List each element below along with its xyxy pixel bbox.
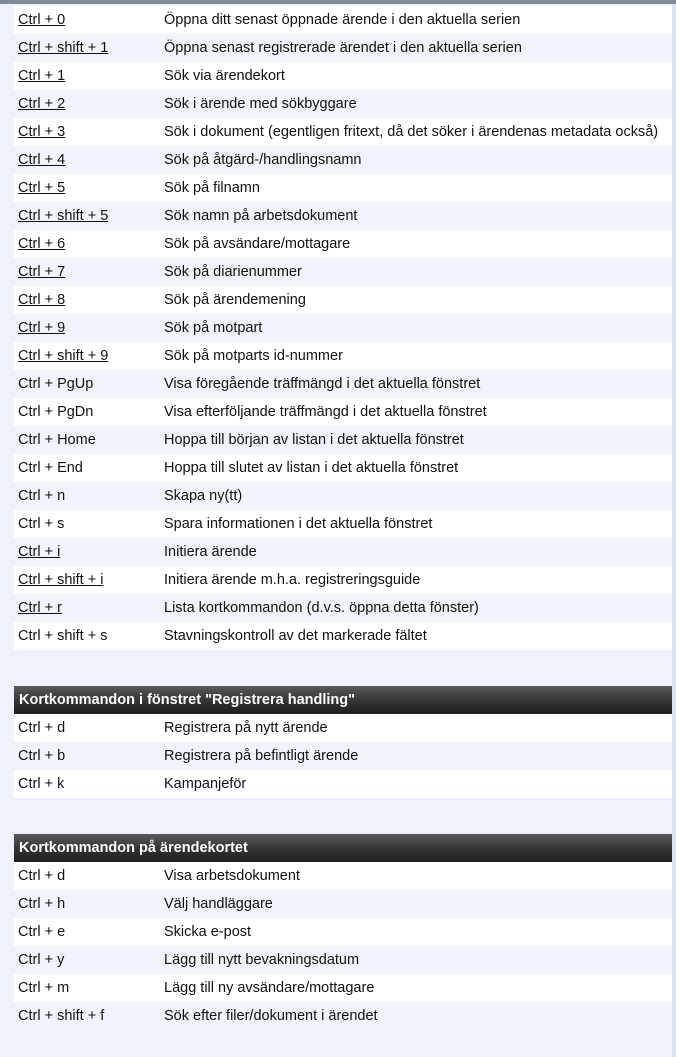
shortcut-key-link[interactable]: Ctrl + shift + 9	[18, 348, 109, 364]
table-row	[14, 742, 672, 770]
shortcut-description: Lista kortkommandon (d.v.s. öppna detta fönster)	[164, 600, 479, 616]
general-shortcuts-table	[14, 6, 672, 650]
table-row	[14, 862, 672, 890]
shortcut-list-page	[14, 6, 672, 1030]
shortcut-key-link[interactable]: Ctrl + 0	[18, 12, 66, 28]
table-row	[14, 62, 672, 90]
table-row	[14, 90, 672, 118]
table-row	[14, 370, 672, 398]
shortcut-description: Skapa ny(tt)	[164, 488, 243, 504]
table-row	[14, 342, 672, 370]
shortcut-key-link[interactable]: Ctrl + 9	[18, 320, 66, 336]
shortcut-key-link[interactable]: Ctrl + 4	[18, 152, 66, 168]
shortcut-description: Registrera på befintligt ärende	[164, 748, 359, 764]
shortcut-description: Lägg till nytt bevakningsdatum	[164, 952, 360, 968]
table-row	[14, 566, 672, 594]
shortcut-description: Sök på åtgärd-/handlingsnamn	[164, 152, 362, 168]
shortcut-key-link[interactable]: Ctrl + shift + i	[18, 572, 104, 588]
shortcut-description: Visa föregående träffmängd i det aktuella fönstret	[164, 376, 481, 392]
shortcut-description: Sök i ärende med sökbyggare	[164, 96, 357, 112]
table-row	[14, 538, 672, 566]
register-section-header: Kortkommandon i fönstret "Registrera handling"	[14, 686, 672, 714]
shortcut-description: Sök på motparts id-nummer	[164, 348, 343, 364]
shortcut-description: Kampanjeför	[164, 776, 247, 792]
shortcut-key-link[interactable]: Ctrl + 1	[18, 68, 66, 84]
shortcut-description: Sök på avsändare/mottagare	[164, 236, 351, 252]
register-shortcuts-table	[14, 714, 672, 798]
shortcut-key: Ctrl + b	[18, 748, 66, 764]
table-row	[14, 918, 672, 946]
shortcut-description: Sök på diarienummer	[164, 264, 302, 280]
shortcut-description: Sök via ärendekort	[164, 68, 285, 84]
shortcut-description: Visa arbetsdokument	[164, 868, 300, 884]
table-row	[14, 510, 672, 538]
table-row	[14, 974, 672, 1002]
shortcut-key: Ctrl + n	[18, 488, 66, 504]
shortcut-key-link[interactable]: Ctrl + 5	[18, 180, 66, 196]
shortcut-description: Hoppa till slutet av listan i det aktuella fönstret	[164, 460, 459, 476]
table-row	[14, 34, 672, 62]
shortcut-key-link[interactable]: Ctrl + r	[18, 600, 62, 616]
case-card-section-header: Kortkommandon på ärendekortet	[14, 834, 672, 862]
shortcut-description: Sök på motpart	[164, 320, 263, 336]
shortcut-description: Spara informationen i det aktuella fönstret	[164, 516, 433, 532]
shortcut-key: Ctrl + d	[18, 720, 66, 736]
shortcut-key: Ctrl + m	[18, 980, 70, 996]
table-row	[14, 258, 672, 286]
shortcut-key: Ctrl + End	[18, 460, 83, 476]
scrollbar-track[interactable]	[672, 4, 676, 1057]
shortcut-key-link[interactable]: Ctrl + shift + 1	[18, 40, 109, 56]
table-row	[14, 770, 672, 798]
table-row	[14, 1002, 672, 1030]
shortcut-description: Stavningskontroll av det markerade fältet	[164, 628, 427, 644]
table-row	[14, 230, 672, 258]
shortcut-description: Öppna ditt senast öppnade ärende i den aktuella serien	[164, 12, 521, 28]
shortcut-key-link[interactable]: Ctrl + i	[18, 544, 61, 560]
section-spacer	[14, 650, 672, 686]
section-spacer	[14, 798, 672, 834]
shortcut-key-link[interactable]: Ctrl + 7	[18, 264, 66, 280]
table-row	[14, 398, 672, 426]
shortcut-key: Ctrl + PgUp	[18, 376, 94, 392]
table-row	[14, 6, 672, 34]
table-row	[14, 146, 672, 174]
shortcut-description: Sök namn på arbetsdokument	[164, 208, 358, 224]
shortcut-description: Initiera ärende	[164, 544, 257, 560]
table-row	[14, 622, 672, 650]
shortcut-description: Sök på filnamn	[164, 180, 260, 196]
shortcut-description: Sök på ärendemening	[164, 292, 306, 308]
shortcut-key: Ctrl + PgDn	[18, 404, 94, 420]
shortcut-description: Sök efter filer/dokument i ärendet	[164, 1008, 378, 1024]
table-row	[14, 714, 672, 742]
shortcut-key: Ctrl + shift + f	[18, 1008, 105, 1024]
table-row	[14, 286, 672, 314]
table-row	[14, 890, 672, 918]
shortcut-key: Ctrl + h	[18, 896, 66, 912]
table-row	[14, 118, 672, 146]
shortcut-description: Sök i dokument (egentligen fritext, då det söker i ärendenas metadata också)	[164, 124, 659, 140]
shortcut-description: Hoppa till början av listan i det aktuella fönstret	[164, 432, 464, 448]
shortcut-description: Öppna senast registrerade ärendet i den aktuella serien	[164, 40, 522, 56]
shortcut-key: Ctrl + k	[18, 776, 65, 792]
shortcut-key-link[interactable]: Ctrl + 3	[18, 124, 66, 140]
table-row	[14, 202, 672, 230]
shortcut-description: Lägg till ny avsändare/mottagare	[164, 980, 375, 996]
shortcut-description: Registrera på nytt ärende	[164, 720, 328, 736]
shortcut-key-link[interactable]: Ctrl + 8	[18, 292, 66, 308]
case-card-shortcuts-table	[14, 862, 672, 1030]
table-row	[14, 482, 672, 510]
shortcut-description: Skicka e-post	[164, 924, 252, 940]
shortcut-key: Ctrl + shift + s	[18, 628, 108, 644]
shortcut-key: Ctrl + e	[18, 924, 66, 940]
shortcut-key: Ctrl + y	[18, 952, 65, 968]
table-row	[14, 946, 672, 974]
table-row	[14, 174, 672, 202]
shortcut-key: Ctrl + s	[18, 516, 65, 532]
shortcut-key-link[interactable]: Ctrl + shift + 5	[18, 208, 109, 224]
window-top-border	[0, 0, 676, 4]
table-row	[14, 594, 672, 622]
shortcut-description: Visa efterföljande träffmängd i det aktuella fönstret	[164, 404, 487, 420]
shortcut-key: Ctrl + Home	[18, 432, 96, 448]
table-row	[14, 426, 672, 454]
shortcut-key-link[interactable]: Ctrl + 2	[18, 96, 66, 112]
table-row	[14, 454, 672, 482]
shortcut-description: Initiera ärende m.h.a. registreringsguide	[164, 572, 421, 588]
shortcut-key: Ctrl + d	[18, 868, 66, 884]
shortcut-description: Välj handläggare	[164, 896, 273, 912]
shortcut-key-link[interactable]: Ctrl + 6	[18, 236, 66, 252]
table-row	[14, 314, 672, 342]
